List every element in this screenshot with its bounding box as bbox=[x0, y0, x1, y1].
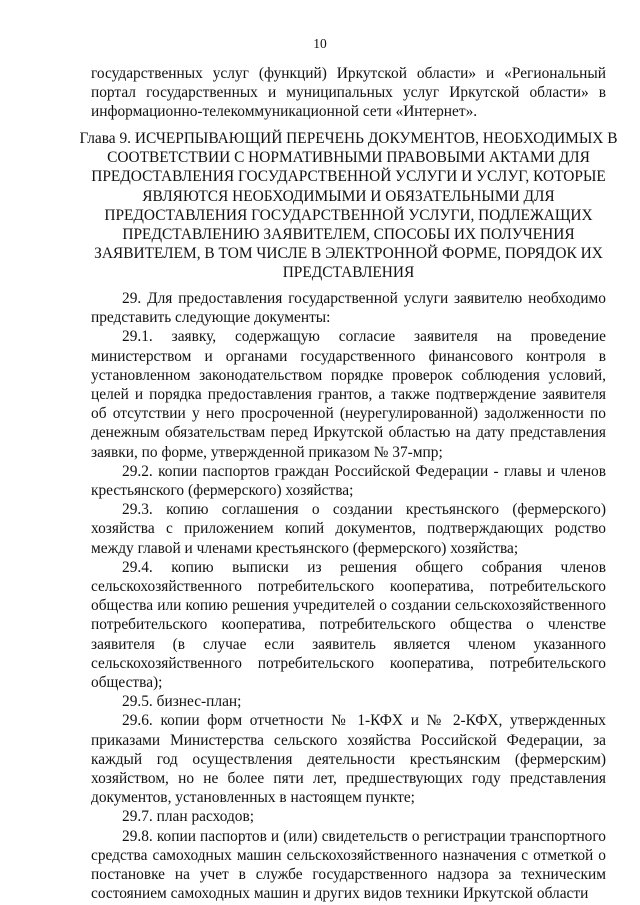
continuation-paragraph: государственных услуг (функций) Иркутской области» и «Региональный портал государственных и муниципальных услуг Иркутской области» в информационно-телекоммуникационной сети «Интернет». bbox=[91, 65, 606, 121]
paragraph-29-4: 29.4. копию выписки из решения общего собрания членов сельскохозяйственного потребительского кооператива, потребительского общества или копию решения учредителей о создании сельскохозяйственного потребительского кооператива, потребительского общества о членстве заявителя (в случае если заявитель является членом указанного сельскохозяйственного потребительского кооператива, потребительского общества); bbox=[91, 558, 606, 692]
paragraph-29-7: 29.7. план расходов; bbox=[122, 808, 255, 826]
paragraph-29-5: 29.5. бизнес-план; bbox=[122, 693, 242, 711]
paragraph-29-1: 29.1. заявку, содержащую согласие заявителя на проведение министерством и органами государственного финансового контроля в установленном законодательством порядке проверок соблюдения условий, целей и порядка предоставления грантов, а также подтверждение заявителя об отсутствии у него просроченной (неурегулированной) задолженности по денежным обязательствам перед Иркутской областью на дату представления заявки, по форме, утвержденной приказом № 37-мпр; bbox=[91, 328, 606, 461]
paragraph-29: 29. Для предоставления государственной услуги заявителю необходимо представить следующие документы: bbox=[91, 290, 606, 327]
paragraph-29-6: 29.6. копии форм отчетности № 1-КФХ и № 2-КФХ, утвержденных приказами Министерства сельского хозяйства Российской Федерации, за каждый год осуществления деятельности крестьянским (фермерским) хозяйством, но не более пяти лет, предшествующих году представления документов, установленных в настоящем пункте; bbox=[91, 712, 606, 807]
page-number: 10 bbox=[313, 36, 327, 51]
continuation-text bbox=[91, 64, 606, 122]
paragraph-29-8: 29.8. копии паспортов и (или) свидетельств о регистрации транспортного средства самоходных машин сельскохозяйственного назначения с отметкой о постановке на учет в службе государственного надзора за техническим состоянием самоходных машин и других видов техники Иркутской области bbox=[91, 827, 606, 903]
chapter-title: Глава 9. ИСЧЕРПЫВАЮЩИЙ ПЕРЕЧЕНЬ ДОКУМЕНТОВ, НЕОБХОДИМЫХ В СООТВЕТСТВИИ С НОРМАТИВНЫМИ ПРАВОВЫМИ АКТАМИ ДЛЯ ПРЕДОСТАВЛЕНИЯ ГОСУДАРСТВЕННОЙ УСЛУГИ И УСЛУГ, КОТОРЫЕ ЯВЛЯЮТСЯ НЕОБХОДИМЫМИ И ОБЯЗАТЕЛЬНЫМИ ДЛЯ ПРЕДОСТАВЛЕНИЯ ГОСУДАРСТВЕННОЙ УСЛУГИ, ПОДЛЕЖАЩИХ ПРЕДСТАВЛЕНИЮ ЗАЯВИТЕЛЕМ, СПОСОБЫ ИХ ПОЛУЧЕНИЯ ЗАЯВИТЕЛЕМ, В ТОМ ЧИСЛЕ В ЭЛЕКТРОННОЙ ФОРМЕ, ПОРЯДОК ИХ ПРЕДСТАВЛЕНИЯ bbox=[79, 130, 618, 282]
paragraph-29-2: 29.2. копии паспортов граждан Российской Федерации - главы и членов крестьянского (фермерского) хозяйства; bbox=[91, 462, 606, 500]
paragraph-29-3: 29.3. копию соглашения о создании крестьянского (фермерского) хозяйства с приложением копий документов, подтверждающих родство между главой и членами крестьянского (фермерского) хозяйства; bbox=[91, 501, 606, 557]
document-paragraphs bbox=[91, 289, 606, 904]
